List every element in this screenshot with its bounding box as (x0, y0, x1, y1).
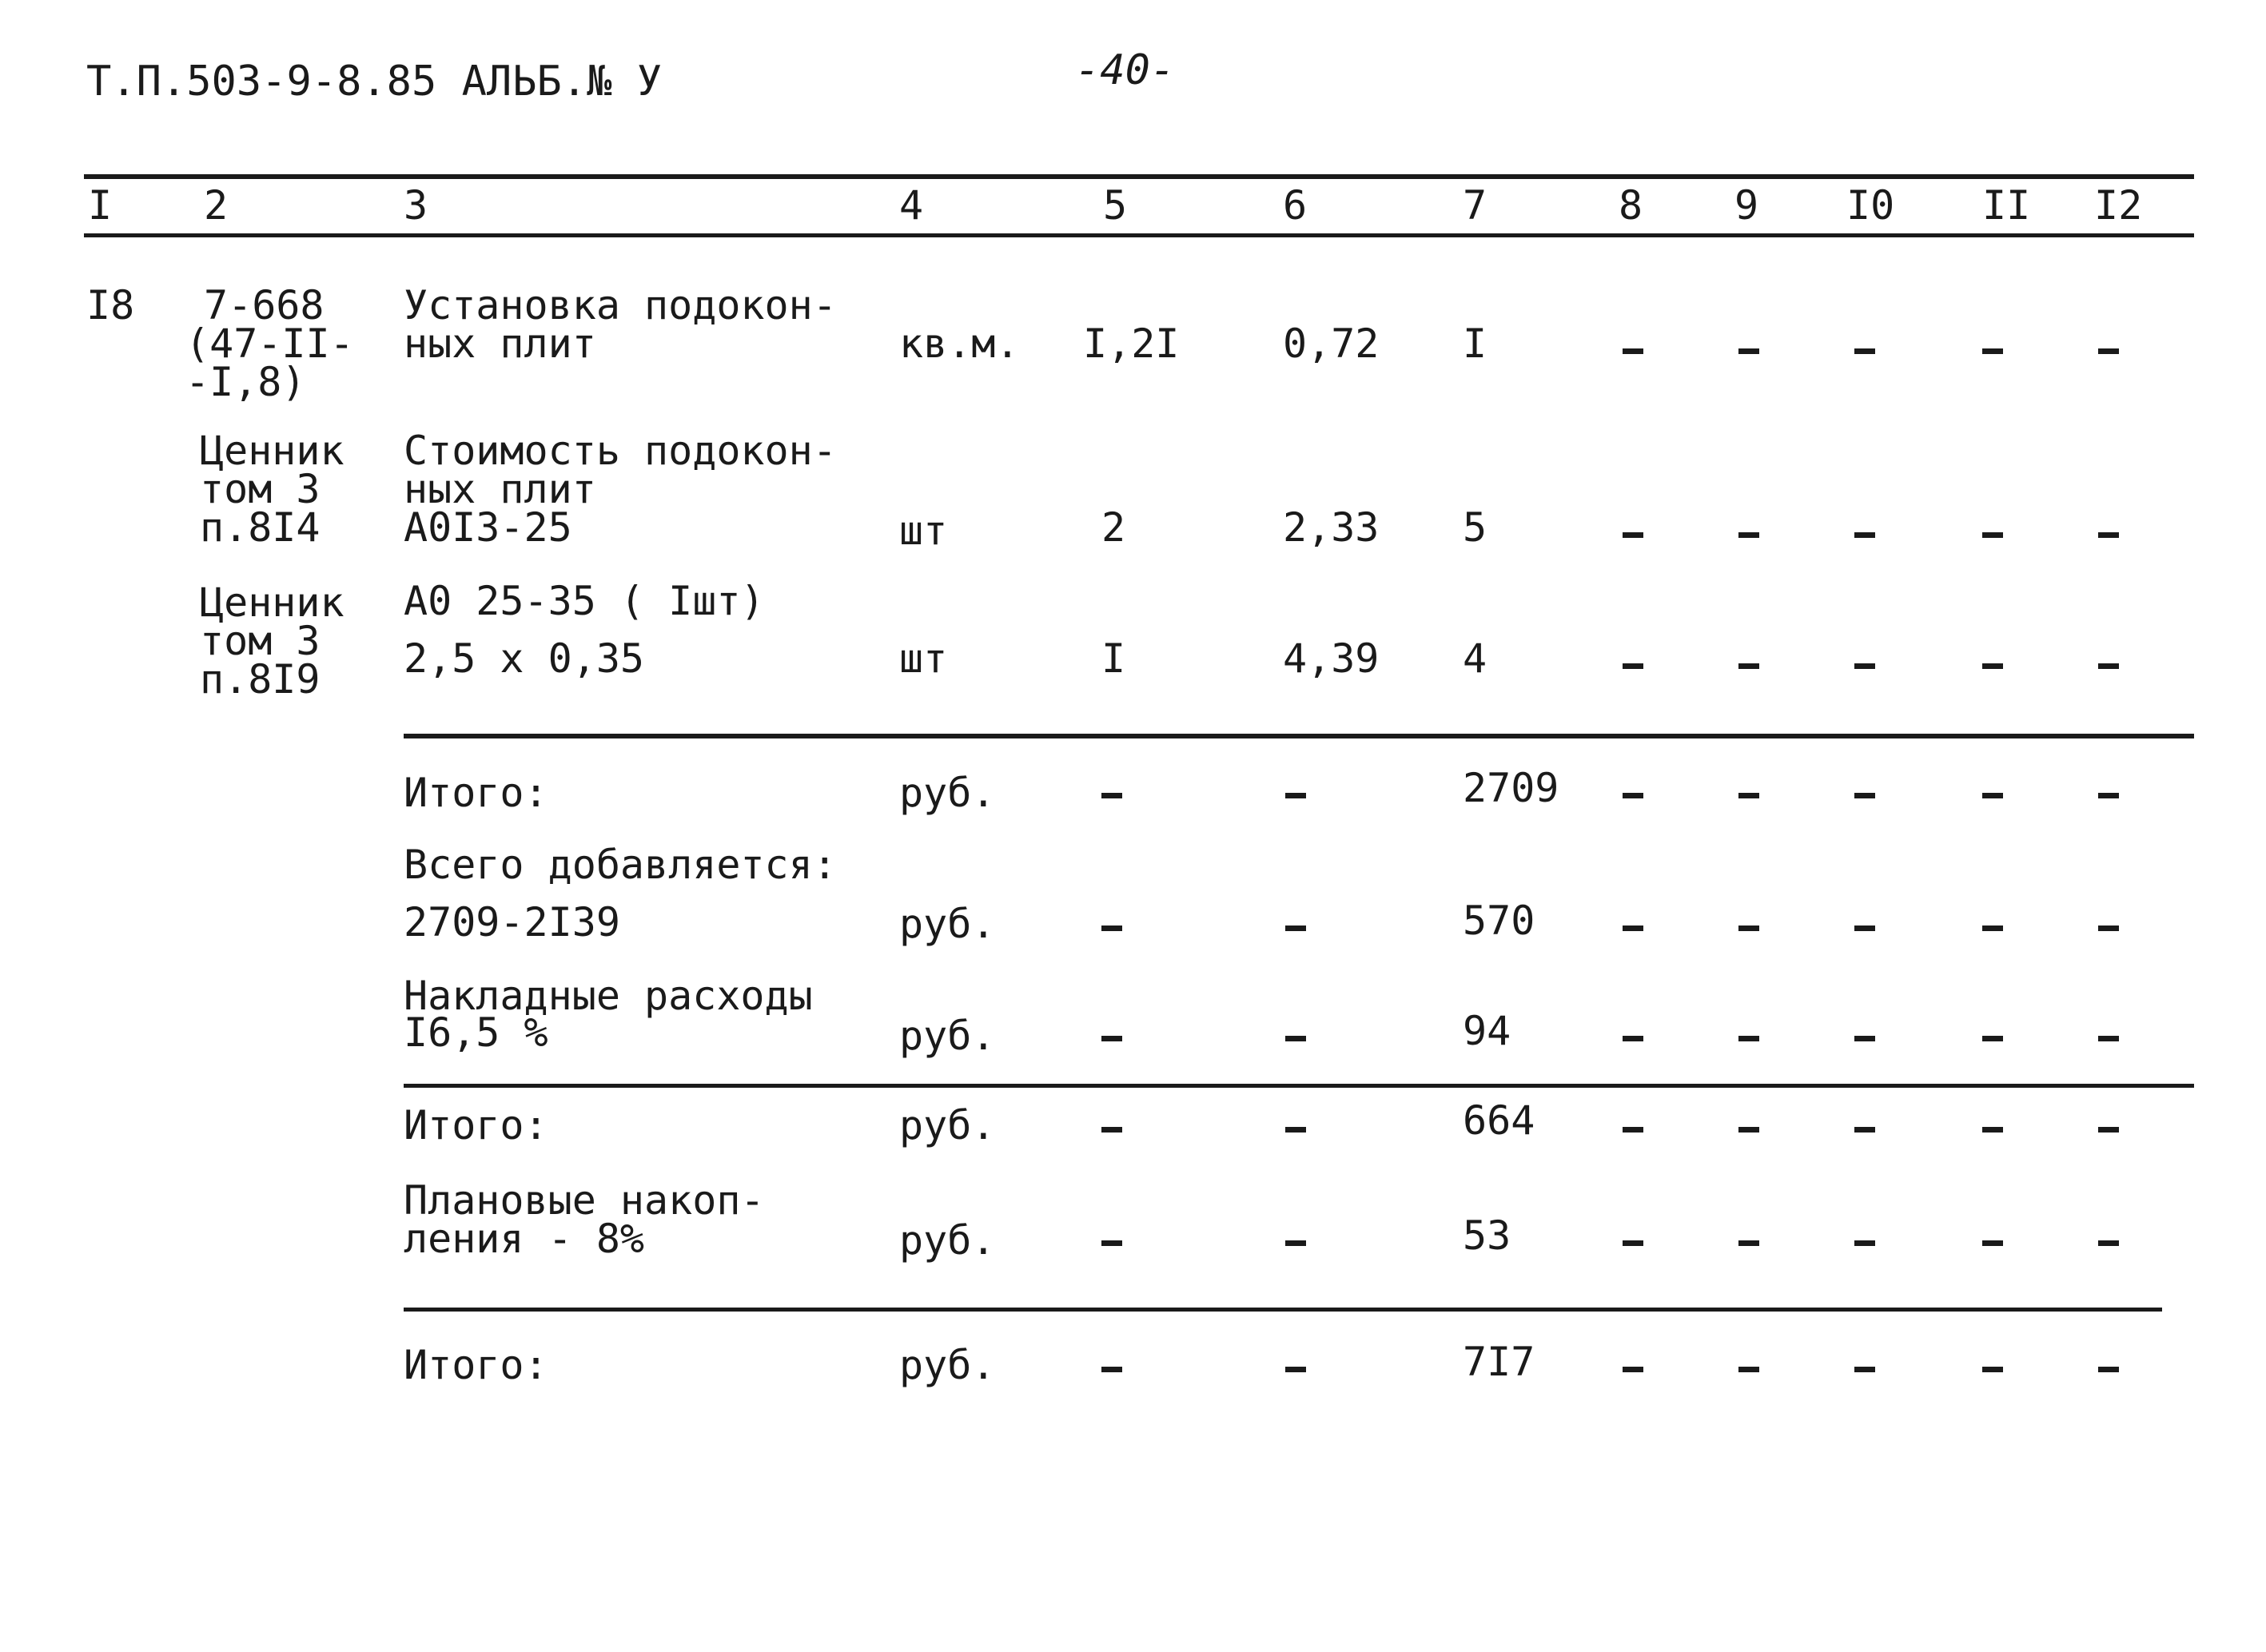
row1-desc-line1: Установка подокон- (404, 282, 837, 328)
row9-col11-dash (1982, 1367, 2003, 1372)
row9-col6-dash (1285, 1367, 1306, 1372)
row3-col8-dash (1623, 663, 1643, 669)
row6-col7: 94 (1463, 1008, 1511, 1054)
row3-col7: 4 (1463, 635, 1487, 682)
row2-code-line3: п.8I4 (200, 504, 321, 551)
row2-col11-dash (1982, 532, 2003, 538)
row3-col5: I (1101, 635, 1126, 682)
column-header-5: 5 (1103, 182, 1128, 229)
row7-col6-dash (1285, 1127, 1306, 1133)
row2-col6: 2,33 (1283, 504, 1380, 551)
row6-col9-dash (1738, 1036, 1759, 1041)
row5-unit: руб. (899, 901, 996, 947)
row1-unit: кв.м. (899, 320, 1020, 367)
row8-col7: 53 (1463, 1212, 1511, 1259)
row6-col11-dash (1982, 1036, 2003, 1041)
row3-code-line1: Ценник (200, 579, 344, 626)
row3-col9-dash (1738, 663, 1759, 669)
row2-col7: 5 (1463, 504, 1487, 551)
row8-col11-dash (1982, 1240, 2003, 1246)
row8-col12-dash (2098, 1240, 2119, 1246)
row6-col8-dash (1623, 1036, 1643, 1041)
row4-col7: 2709 (1463, 765, 1559, 811)
row6-col12-dash (2098, 1036, 2119, 1041)
row4-col9-dash (1738, 793, 1759, 798)
row7-col10-dash (1854, 1127, 1875, 1133)
row5-col10-dash (1854, 926, 1875, 931)
column-header-3: 3 (404, 182, 428, 229)
document-reference: Т.П.503-9-8.85 АЛЬБ.№ У (86, 58, 663, 105)
row2-col10-dash (1854, 532, 1875, 538)
row2-col8-dash (1623, 532, 1643, 538)
row3-code-line3: п.8I9 (200, 656, 321, 703)
row3-desc-line1: А0 25-35 ( Iшт) (404, 578, 765, 624)
column-header-9: 9 (1734, 182, 1759, 229)
row2-code-line2: том 3 (200, 466, 321, 512)
row2-desc-line1: Стоимость подокон- (404, 428, 837, 474)
row1-position: I8 (86, 282, 135, 328)
row3-desc-line2: 2,5 х 0,35 (404, 635, 645, 682)
row5-col8-dash (1623, 926, 1643, 931)
row7-col5-dash (1101, 1127, 1122, 1133)
row1-col12-dash (2098, 348, 2119, 354)
row7-col7: 664 (1463, 1097, 1535, 1144)
row8-col5-dash (1101, 1240, 1122, 1246)
row1-col6: 0,72 (1283, 320, 1380, 367)
table-top-rule (84, 174, 2194, 179)
row9-col12-dash (2098, 1367, 2119, 1372)
row3-col6: 4,39 (1283, 635, 1380, 682)
column-header-8: 8 (1619, 182, 1643, 229)
row4-col12-dash (2098, 793, 2119, 798)
column-header-12: I2 (2094, 182, 2143, 229)
row3-col10-dash (1854, 663, 1875, 669)
row8-desc-line1: Плановые накоп- (404, 1177, 765, 1224)
row1-col9-dash (1738, 348, 1759, 354)
column-header-11: II (1982, 182, 2031, 229)
row1-col8-dash (1623, 348, 1643, 354)
row1-code-line2: (47-II- (185, 320, 354, 367)
row2-desc-line2: ных плит (404, 466, 596, 512)
row9-col5-dash (1101, 1367, 1122, 1372)
subtotal-rule-1 (404, 734, 2194, 738)
row9-unit: руб. (899, 1342, 996, 1388)
row2-code-line1: Ценник (200, 428, 344, 474)
subtotal-rule-3 (404, 1308, 2162, 1312)
column-header-6: 6 (1283, 182, 1308, 229)
row5-col12-dash (2098, 926, 2119, 931)
row7-col8-dash (1623, 1127, 1643, 1133)
row8-col8-dash (1623, 1240, 1643, 1246)
row7-desc: Итого: (404, 1102, 548, 1148)
row2-desc-line3: А0I3-25 (404, 504, 572, 551)
column-header-2: 2 (204, 182, 229, 229)
row1-desc-line2: ных плит (404, 320, 596, 367)
row9-col7: 7I7 (1463, 1339, 1535, 1385)
row5-col9-dash (1738, 926, 1759, 931)
row6-col5-dash (1101, 1036, 1122, 1041)
row6-col6-dash (1285, 1036, 1306, 1041)
row8-desc-line2: ления - 8% (404, 1216, 645, 1262)
row7-col9-dash (1738, 1127, 1759, 1133)
row4-col6-dash (1285, 793, 1306, 798)
row4-col10-dash (1854, 793, 1875, 798)
row3-code-line2: том 3 (200, 618, 321, 664)
row2-unit: шт (899, 508, 948, 554)
column-header-1: I (88, 182, 113, 229)
row1-col5: I,2I (1083, 320, 1180, 367)
row8-col9-dash (1738, 1240, 1759, 1246)
row3-col12-dash (2098, 663, 2119, 669)
row4-unit: руб. (899, 770, 996, 816)
row5-col7: 570 (1463, 898, 1535, 944)
row5-desc-line1: Всего добавляется: (404, 842, 837, 888)
row6-desc-line2: I6,5 % (404, 1009, 548, 1056)
row4-col8-dash (1623, 793, 1643, 798)
row1-code-line1: 7-668 (204, 282, 325, 328)
row2-col9-dash (1738, 532, 1759, 538)
row8-unit: руб. (899, 1217, 996, 1264)
column-header-7: 7 (1463, 182, 1487, 229)
row5-desc-line2: 2709-2I39 (404, 899, 620, 945)
row6-unit: руб. (899, 1013, 996, 1059)
column-header-4: 4 (899, 182, 924, 229)
row8-col6-dash (1285, 1240, 1306, 1246)
row3-col11-dash (1982, 663, 2003, 669)
column-header-10: I0 (1846, 182, 1895, 229)
row8-col10-dash (1854, 1240, 1875, 1246)
table-header-rule (84, 233, 2194, 237)
row9-desc: Итого: (404, 1342, 548, 1388)
row9-col8-dash (1623, 1367, 1643, 1372)
row5-col11-dash (1982, 926, 2003, 931)
row7-col11-dash (1982, 1127, 2003, 1133)
row7-unit: руб. (899, 1102, 996, 1148)
row5-col6-dash (1285, 926, 1306, 931)
row1-col10-dash (1854, 348, 1875, 354)
row6-desc-line1: Накладные расходы (404, 973, 813, 1019)
row9-col9-dash (1738, 1367, 1759, 1372)
row6-col10-dash (1854, 1036, 1875, 1041)
row4-desc: Итого: (404, 770, 548, 816)
row2-col12-dash (2098, 532, 2119, 538)
row7-col12-dash (2098, 1127, 2119, 1133)
row9-col10-dash (1854, 1367, 1875, 1372)
row4-col11-dash (1982, 793, 2003, 798)
row3-unit: шт (899, 635, 948, 682)
row1-col7: I (1463, 320, 1487, 367)
row2-col5: 2 (1101, 504, 1126, 551)
row5-col5-dash (1101, 926, 1122, 931)
row1-col11-dash (1982, 348, 2003, 354)
row4-col5-dash (1101, 793, 1122, 798)
subtotal-rule-2 (404, 1084, 2194, 1088)
row1-code-line3: -I,8) (185, 359, 306, 405)
page-number: -40- (1075, 46, 1176, 94)
